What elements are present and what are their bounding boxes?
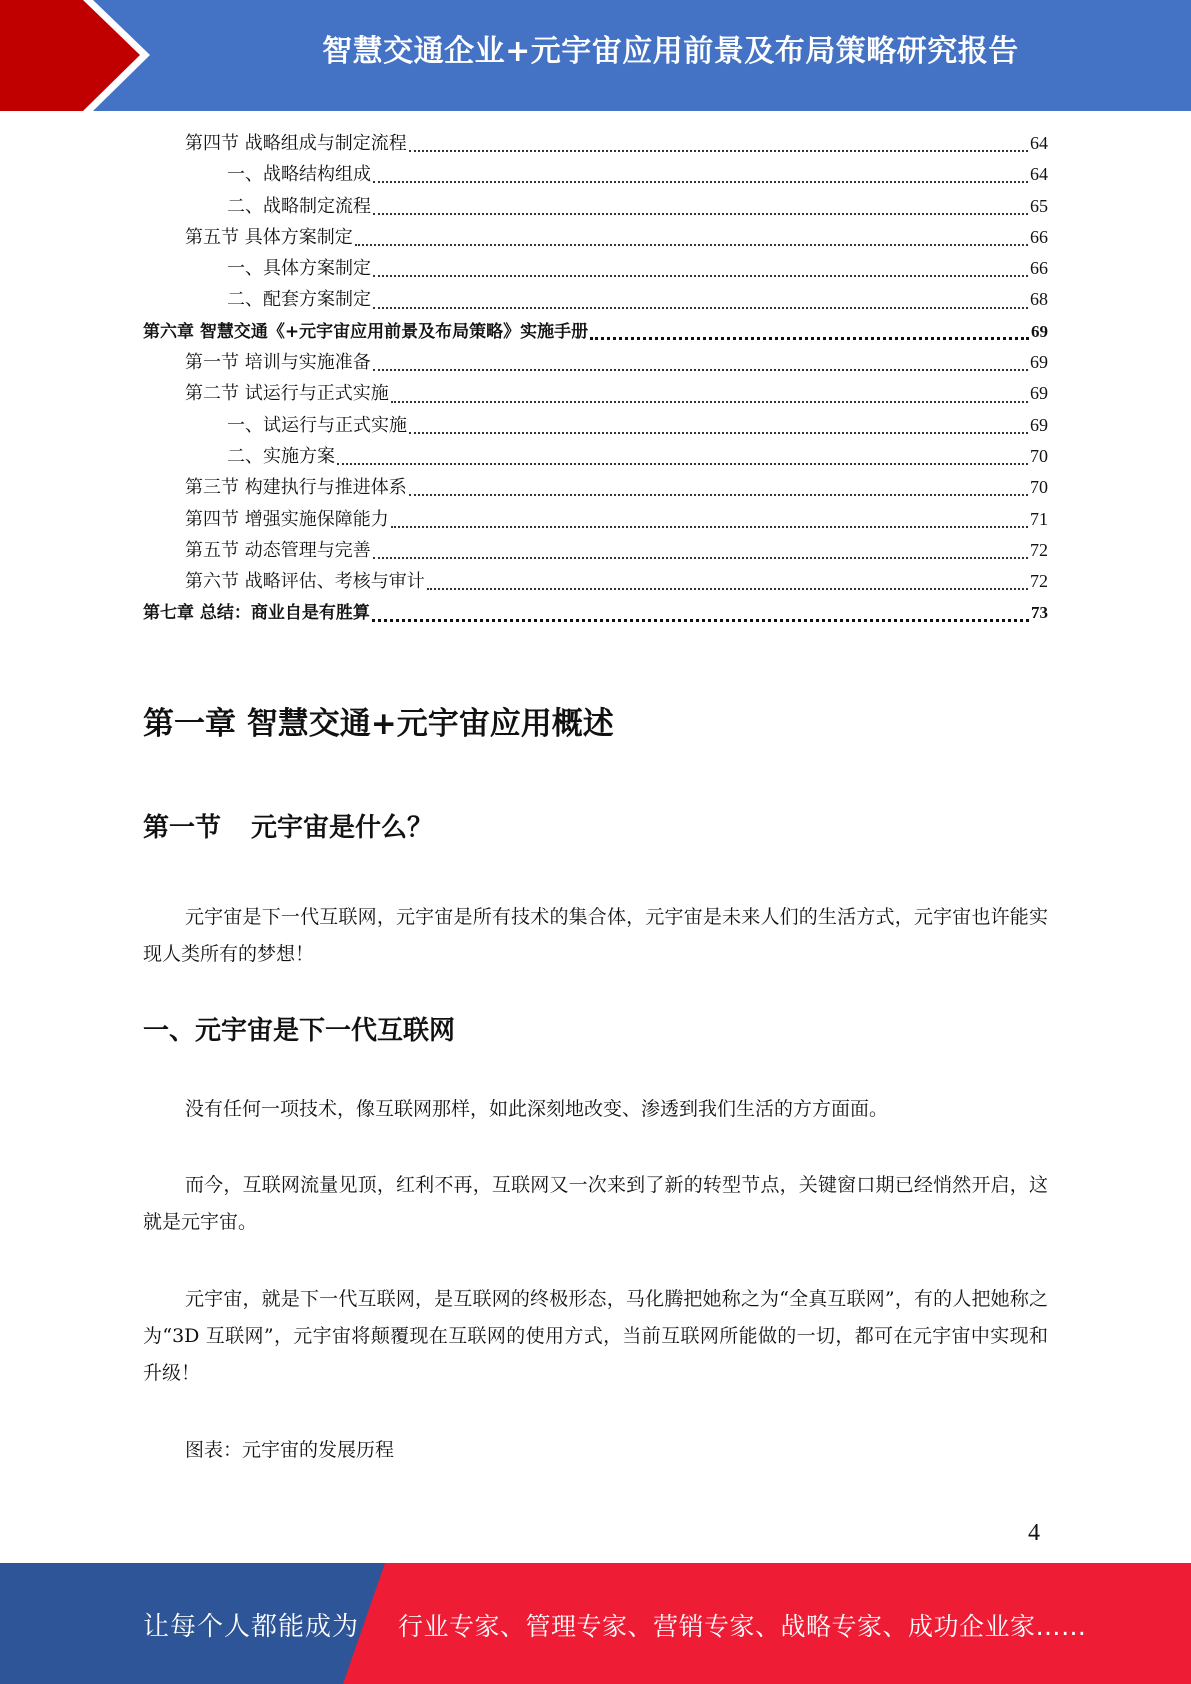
toc-entry-title: 二、实施方案 — [227, 445, 335, 467]
body-paragraph: 而今，互联网流量见顶，红利不再，互联网又一次来到了新的转型节点，关键窗口期已经悄然开启，这就是元宇宙。 — [143, 1174, 1048, 1233]
toc-entry-page: 65 — [1030, 195, 1048, 216]
toc-entry[interactable] — [143, 191, 1048, 222]
body-paragraph: 没有任何一项技术，像互联网那样，如此深刻地改变、渗透到我们生活的方方面面。 — [185, 1098, 889, 1120]
toc-entry-title: 二、战略制定流程 — [227, 195, 371, 217]
toc-entry-title: 第七章 总结：商业自是有胜算 — [143, 603, 370, 624]
toc-entry[interactable] — [143, 378, 1048, 409]
toc-entry-title: 一、试运行与正式实施 — [227, 414, 407, 436]
toc-entry-title: 一、具体方案制定 — [227, 258, 371, 280]
toc-entry[interactable] — [143, 316, 1048, 347]
section-heading — [143, 807, 433, 844]
section-title: 元宇宙是什么？ — [251, 813, 434, 843]
toc-leader-dots — [372, 618, 1029, 622]
footer-slogan-right: 行业专家、管理专家、营销专家、战略专家、成功企业家…… — [398, 1612, 1087, 1641]
toc-entry[interactable] — [143, 253, 1048, 284]
toc-entry-page: 69 — [1031, 321, 1048, 341]
toc-entry[interactable] — [143, 222, 1048, 253]
toc-entry[interactable] — [143, 566, 1048, 597]
page-number: 4 — [1028, 1520, 1040, 1546]
toc-entry-page: 72 — [1030, 539, 1048, 560]
header-band — [0, 0, 1191, 111]
toc-leader-dots — [373, 180, 1028, 183]
toc-entry[interactable] — [143, 504, 1048, 535]
toc-entry[interactable] — [143, 159, 1048, 190]
toc-entry[interactable] — [143, 535, 1048, 566]
subsection-heading: 一、元宇宙是下一代互联网 — [143, 1016, 456, 1046]
toc-leader-dots — [337, 462, 1028, 465]
toc-leader-dots — [355, 243, 1028, 246]
toc-leader-dots — [409, 431, 1028, 434]
toc-entry[interactable] — [143, 410, 1048, 441]
toc-entry-title: 第六节 战略评估、考核与审计 — [185, 571, 425, 593]
toc-entry[interactable] — [143, 472, 1048, 503]
toc-entry-page: 71 — [1030, 508, 1048, 529]
toc-leader-dots — [373, 556, 1028, 559]
toc-leader-dots — [373, 274, 1028, 277]
toc-entry-page: 70 — [1030, 477, 1048, 498]
toc-entry-page: 64 — [1030, 133, 1048, 153]
toc-leader-dots — [409, 149, 1028, 152]
toc-entry-title: 一、战略结构组成 — [227, 164, 371, 186]
toc-leader-dots — [590, 336, 1029, 340]
toc-leader-dots — [409, 493, 1028, 496]
toc-entry-title: 第六章 智慧交通《+元宇宙应用前景及布局策略》实施手册 — [143, 321, 589, 342]
section-label: 第一节 — [143, 813, 222, 843]
toc-leader-dots — [427, 587, 1028, 590]
footer-band — [0, 1563, 1191, 1684]
toc-entry[interactable] — [143, 347, 1048, 378]
intro-paragraph: 元宇宙是下一代互联网，元宇宙是所有技术的集合体，元宇宙是未来人们的生活方式，元宇宙也许能实现人类所有的梦想！ — [143, 906, 1048, 965]
toc-entry-page: 66 — [1030, 226, 1048, 247]
toc-entry-page: 72 — [1030, 571, 1048, 592]
toc-entry-page: 69 — [1030, 414, 1048, 435]
toc-entry-page: 69 — [1030, 383, 1048, 404]
toc-leader-dots — [391, 400, 1028, 403]
toc-leader-dots — [373, 306, 1028, 309]
footer-slogan-left: 让每个人都能成为 — [143, 1612, 360, 1642]
red-chevron-decoration — [0, 0, 150, 111]
body-paragraph: 元宇宙，就是下一代互联网，是互联网的终极形态，马化腾把她称之为“全真互联网”，有的人把她称之为“3D 互联网”，元宇宙将颠覆现在互联网的使用方式，当前互联网所能做的一切，都可在元宇宙中实现和升级！ — [143, 1288, 1048, 1384]
toc-entry-title: 第一节 培训与实施准备 — [185, 352, 371, 374]
figure-caption: 图表：元宇宙的发展历程 — [185, 1439, 395, 1461]
toc-entry-title: 二、配套方案制定 — [227, 289, 371, 311]
toc-entry-title: 第二节 试运行与正式实施 — [185, 383, 389, 405]
toc-entry-title: 第四节 增强实施保障能力 — [185, 508, 389, 530]
toc-entry[interactable] — [143, 284, 1048, 315]
toc-entry-page: 64 — [1030, 164, 1048, 185]
toc-entry-page: 70 — [1030, 445, 1048, 466]
toc-entry[interactable] — [143, 441, 1048, 472]
toc-entry[interactable] — [143, 128, 1048, 159]
toc-entry-title: 第四节 战略组成与制定流程 — [185, 133, 407, 154]
toc-leader-dots — [373, 368, 1028, 371]
table-of-contents — [143, 128, 1048, 629]
toc-entry-page: 66 — [1030, 258, 1048, 279]
chapter-heading: 第一章 智慧交通+元宇宙应用概述 — [143, 706, 614, 742]
report-title: 智慧交通企业+元宇宙应用前景及布局策略研究报告 — [322, 34, 1019, 69]
toc-leader-dots — [391, 525, 1028, 528]
toc-entry-title: 第三节 构建执行与推进体系 — [185, 477, 407, 499]
toc-entry-page: 69 — [1030, 352, 1048, 373]
toc-entry-page: 68 — [1030, 289, 1048, 310]
toc-entry-page: 73 — [1031, 603, 1048, 623]
toc-entry-title: 第五节 动态管理与完善 — [185, 539, 371, 561]
toc-entry-title: 第五节 具体方案制定 — [185, 226, 353, 248]
toc-entry[interactable] — [143, 597, 1048, 628]
toc-leader-dots — [373, 212, 1028, 215]
